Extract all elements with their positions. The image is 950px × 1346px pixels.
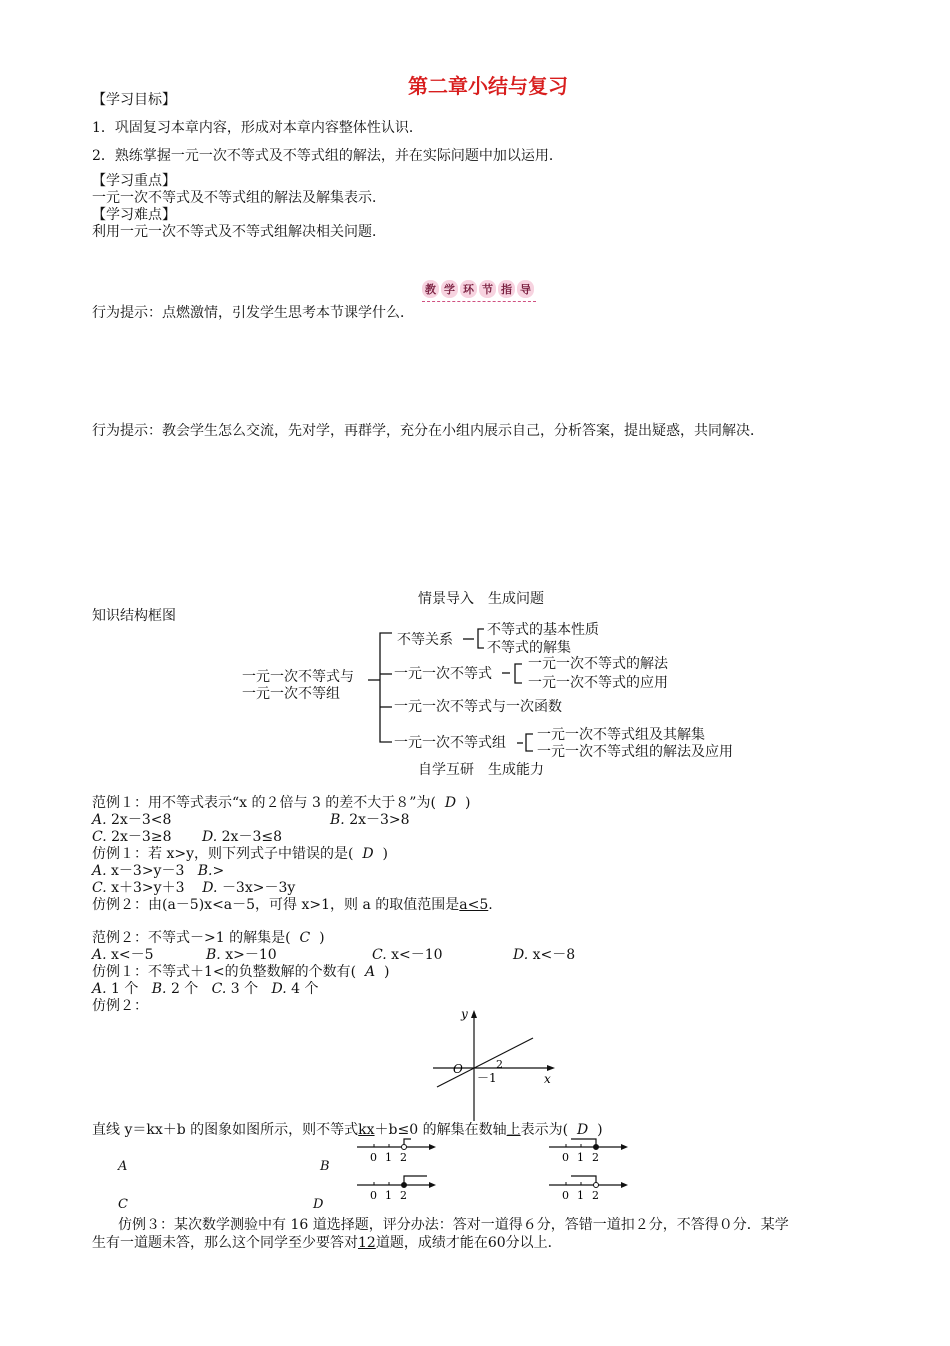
goals-heading: 【学习目标】 bbox=[92, 92, 176, 108]
similar1-1-option-cd: C. x＋3>y＋3 D. －3x>－3y bbox=[92, 880, 296, 896]
framework-leaf: 一元一次不等式组的解法及应用 bbox=[537, 744, 733, 760]
x-label: x bbox=[544, 1072, 551, 1086]
framework-leaf: 一元一次不等式的解法 bbox=[528, 656, 668, 672]
answer: D bbox=[576, 1122, 589, 1138]
svg-text:0: 0 bbox=[370, 1189, 377, 1202]
y-label: y bbox=[461, 1007, 468, 1021]
banner-char: 节 bbox=[479, 280, 496, 298]
similar2-1-options: A. 1 个 B. 2 个 C. 3 个 D. 4 个 bbox=[92, 981, 319, 997]
similar1-1-question: 仿例１：若 x>y，则下列式子中错误的是( D ) bbox=[92, 846, 388, 862]
number-line-d bbox=[547, 1172, 632, 1204]
key-text: 一元一次不等式及不等式组的解法及解集表示． bbox=[92, 190, 386, 206]
difficulty-text: 利用一元一次不等式及不等式组解决相关问题． bbox=[92, 224, 386, 240]
svg-text:0: 0 bbox=[370, 1151, 377, 1164]
page-title: 第二章小结与复习 bbox=[408, 74, 568, 98]
minus-one-label: －1 bbox=[477, 1071, 497, 1085]
svg-text:2: 2 bbox=[400, 1151, 407, 1164]
y-arrow-icon bbox=[471, 1010, 477, 1018]
section-selfstudy: 自学互研 生成能力 bbox=[418, 762, 544, 778]
example1-option-d: D. 2x－3≤8 bbox=[202, 829, 282, 845]
svg-text:1: 1 bbox=[577, 1189, 584, 1202]
banner-char: 教 bbox=[422, 280, 439, 298]
svg-text:0: 0 bbox=[562, 1189, 569, 1202]
example1-option-b: B. 2x－3>8 bbox=[330, 812, 410, 828]
answer: D bbox=[362, 846, 374, 862]
banner-char: 环 bbox=[460, 280, 477, 298]
framework-root-line2: 一元一次不等组 bbox=[242, 686, 340, 702]
number-line-a bbox=[355, 1136, 440, 1168]
svg-text:1: 1 bbox=[385, 1189, 392, 1202]
framework-leaf: 不等式的基本性质 bbox=[487, 622, 599, 638]
svg-text:1: 1 bbox=[385, 1151, 392, 1164]
similar2-2-label: 仿例２： bbox=[92, 998, 148, 1014]
number-line-c bbox=[355, 1172, 440, 1204]
similar2-1-question: 仿例１：不等式＋1<的负整数解的个数有( A ) bbox=[92, 964, 390, 980]
similar1-1-option-ab: A. x－3>y－3 B.> bbox=[92, 863, 225, 879]
similar1-2-question: 仿例２：由(a－5)x<a－5，可得 x>1，则 a 的取值范围是a<5. bbox=[92, 897, 493, 913]
example1-question: 范例１：用不等式表示“x 的２倍与 3 的差不大于８”为( D ) bbox=[92, 795, 471, 811]
similar2-2-question: 直线 y＝kx＋b 的图象如图所示，则不等式kx＋b≤0 的解集在数轴上表示为( D ) bbox=[92, 1122, 603, 1138]
svg-text:0: 0 bbox=[562, 1151, 569, 1164]
example2-question: 范例２：不等式－>1 的解集是( C ) bbox=[92, 930, 325, 946]
banner-char: 导 bbox=[517, 280, 534, 298]
section-intro: 情景导入 生成问题 bbox=[418, 591, 544, 607]
framework-branch-function: 一元一次不等式与一次函数 bbox=[394, 699, 562, 715]
origin-label: O bbox=[453, 1062, 463, 1076]
option-label-b: B bbox=[320, 1159, 330, 1174]
line-graph bbox=[425, 1005, 565, 1125]
banner-char: 学 bbox=[441, 280, 458, 298]
example1-option-c: C. 2x－3≥8 bbox=[92, 829, 172, 845]
example2-option-a: A. x<－5 bbox=[92, 947, 154, 963]
x-arrow-icon bbox=[547, 1065, 555, 1071]
svg-text:2: 2 bbox=[592, 1151, 599, 1164]
option-label-d: D bbox=[313, 1197, 324, 1212]
hint-2: 行为提示：教会学生怎么交流，先对学，再群学，充分在小组内展示自己，分析答案，提出疑惑，共同解决． bbox=[92, 423, 764, 439]
framework-branch-inequality: 一元一次不等式 bbox=[394, 666, 492, 682]
framework-label: 知识结构框图 bbox=[92, 608, 176, 624]
number-line-b bbox=[547, 1136, 632, 1168]
difficulty-heading: 【学习难点】 bbox=[92, 207, 176, 223]
answer: 12 bbox=[358, 1235, 376, 1251]
two-label: 2 bbox=[496, 1058, 503, 1071]
hint-1: 行为提示：点燃激情，引发学生思考本节课学什么． bbox=[92, 305, 414, 321]
answer: a<5 bbox=[459, 897, 489, 913]
banner-char: 指 bbox=[498, 280, 515, 298]
option-label-c: C bbox=[118, 1197, 128, 1212]
example2-option-c: C. x<－10 bbox=[372, 947, 443, 963]
example2-option-d: D. x<－8 bbox=[513, 947, 576, 963]
framework-leaf: 一元一次不等式的应用 bbox=[528, 675, 668, 691]
svg-text:1: 1 bbox=[577, 1151, 584, 1164]
example2-option-b: B. x>－10 bbox=[206, 947, 277, 963]
key-heading: 【学习重点】 bbox=[92, 173, 176, 189]
framework-branch-system: 一元一次不等式组 bbox=[394, 735, 506, 751]
similar3-line2: 生有一道题未答，那么这个同学至少要答对12道题，成绩才能在60分以上． bbox=[92, 1235, 562, 1251]
svg-text:2: 2 bbox=[592, 1189, 599, 1202]
answer: A bbox=[365, 964, 376, 980]
framework-branch-relation: 不等关系 bbox=[397, 632, 453, 648]
answer: D bbox=[444, 795, 457, 811]
goal-item-2: 2．熟练掌握一元一次不等式及不等式组的解法，并在实际问题中加以运用． bbox=[92, 148, 563, 164]
framework-leaf: 不等式的解集 bbox=[487, 640, 571, 656]
similar3-line1: 仿例３：某次数学测验中有 16 道选择题，评分办法：答对一道得６分，答错一道扣２分，不答得０分．某学 bbox=[118, 1217, 789, 1233]
example1-option-a: A. 2x－3<8 bbox=[92, 812, 172, 828]
goal-item-1: 1．巩固复习本章内容，形成对本章内容整体性认识． bbox=[92, 120, 423, 136]
answer: C bbox=[299, 930, 311, 946]
framework-root-line1: 一元一次不等式与 bbox=[242, 669, 354, 685]
option-label-a: A bbox=[118, 1159, 128, 1174]
svg-text:2: 2 bbox=[400, 1189, 407, 1202]
framework-leaf: 一元一次不等式组及其解集 bbox=[537, 727, 705, 743]
